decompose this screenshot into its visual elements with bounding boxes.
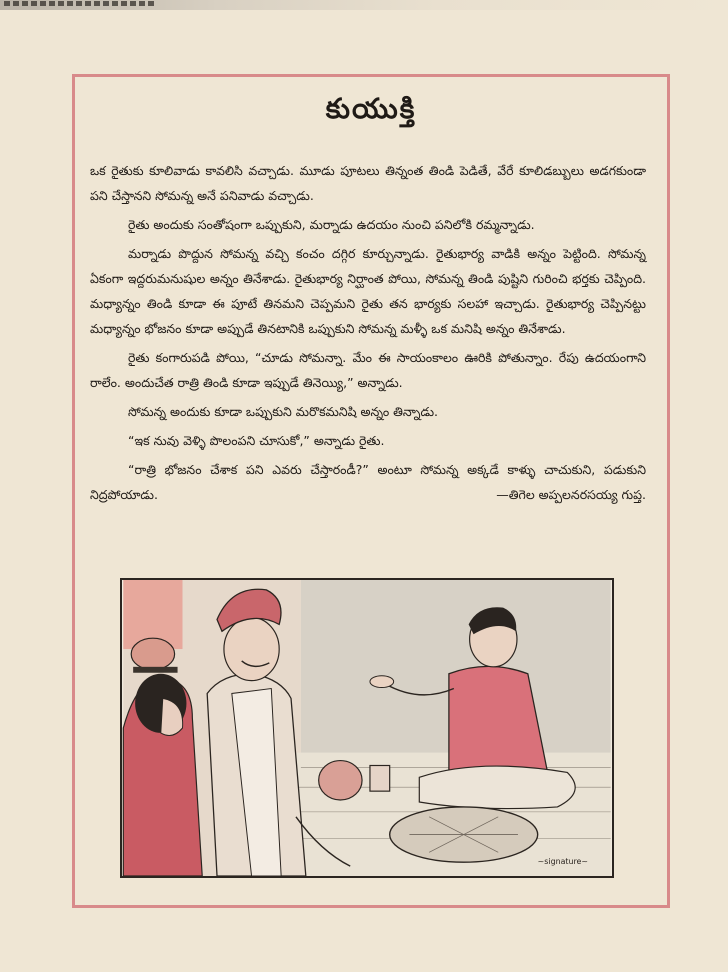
artist-signature: ~signature~ <box>537 857 588 867</box>
paragraph <box>90 457 646 507</box>
paragraph: ఒక రైతుకు కూలివాడు కావలిసి వచ్చాడు. మూడు పూటలు తిన్నంత తిండి పెడితే, వేరే కూలిడబ్బులు అడగకుండా పని చేస్తానని సోమన్న అనే పనివాడు వచ్చాడు. <box>90 163 646 203</box>
story-body <box>90 158 646 511</box>
shelf <box>133 667 177 673</box>
paragraph-text: “రాత్రి భోజనం చేశాక పని ఎవరు చేస్తారండీ?” అంటూ సోమన్న అక్కడే కాళ్ళు చాచుకుని, పడుకుని నిద్రపోయాడు. <box>90 462 646 502</box>
story-illustration <box>120 578 614 878</box>
paragraph: రైతు కంగారుపడి పోయి, “చూడు సోమన్నా. మేం ఈ సాయంకాలం ఊరికి పోతున్నాం. రేపు ఉదయంగాని రాలేం. అందుచేత రాత్రి తిండి కూడా ఇప్పుడే తినెయ్యి,” అన్నాడు. <box>90 350 646 390</box>
paragraph: రైతు అందుకు సంతోషంగా ఒప్పుకుని, మర్నాడు ఉదయం నుంచి పనిలోకి రమ్మన్నాడు. <box>128 217 535 232</box>
story-title: కుయుక్తి <box>325 92 417 125</box>
paragraph: “ఇక నువు వెళ్ళి పొలంపని చూసుకో,” అన్నాడు రైతు. <box>128 433 385 448</box>
author-credit: —తిగెల అప్పలనరసయ్య గుప్త. <box>496 487 646 502</box>
floor-pot <box>319 761 362 800</box>
paragraph: సోమన్న అందుకు కూడా ఒప్పుకుని మరొకమనిషి అన్నం తిన్నాడు. <box>128 404 439 419</box>
scan-edge-strip <box>0 0 728 10</box>
shelf-pot <box>131 638 174 670</box>
paragraph: మర్నాడు పొద్దున సోమన్న వచ్చి కంచం దగ్గిర కూర్చున్నాడు. రైతుభార్య వాడికి అన్నం పెట్టింది. సోమన్న ఏకంగా ఇద్దరుమనుషుల అన్నం తినేశాడు. రైతుభార్య నిర్ఘాంత పోయి, సోమన్న తిండి పుష్టిని గురించి భర్తకు చెప్పింది. మధ్యాన్నం తిండి కూడా ఈ పూటే తినమని చెప్పమని రైతు తన భార్యకు సలహా ఇచ్చాడు. రైతుభార్య చెప్పినట్టు మధ్యాన్నం భోజనం కూడా అప్పుడే తినటానికి ఒప్పుకుని సోమన్న మళ్ళీ ఒక మనిషి అన్నం తినేశాడు. <box>90 246 646 336</box>
illustration-svg <box>122 580 612 876</box>
floor-cup <box>370 765 390 791</box>
woman-figure <box>123 674 202 876</box>
scan-marks <box>4 1 154 6</box>
